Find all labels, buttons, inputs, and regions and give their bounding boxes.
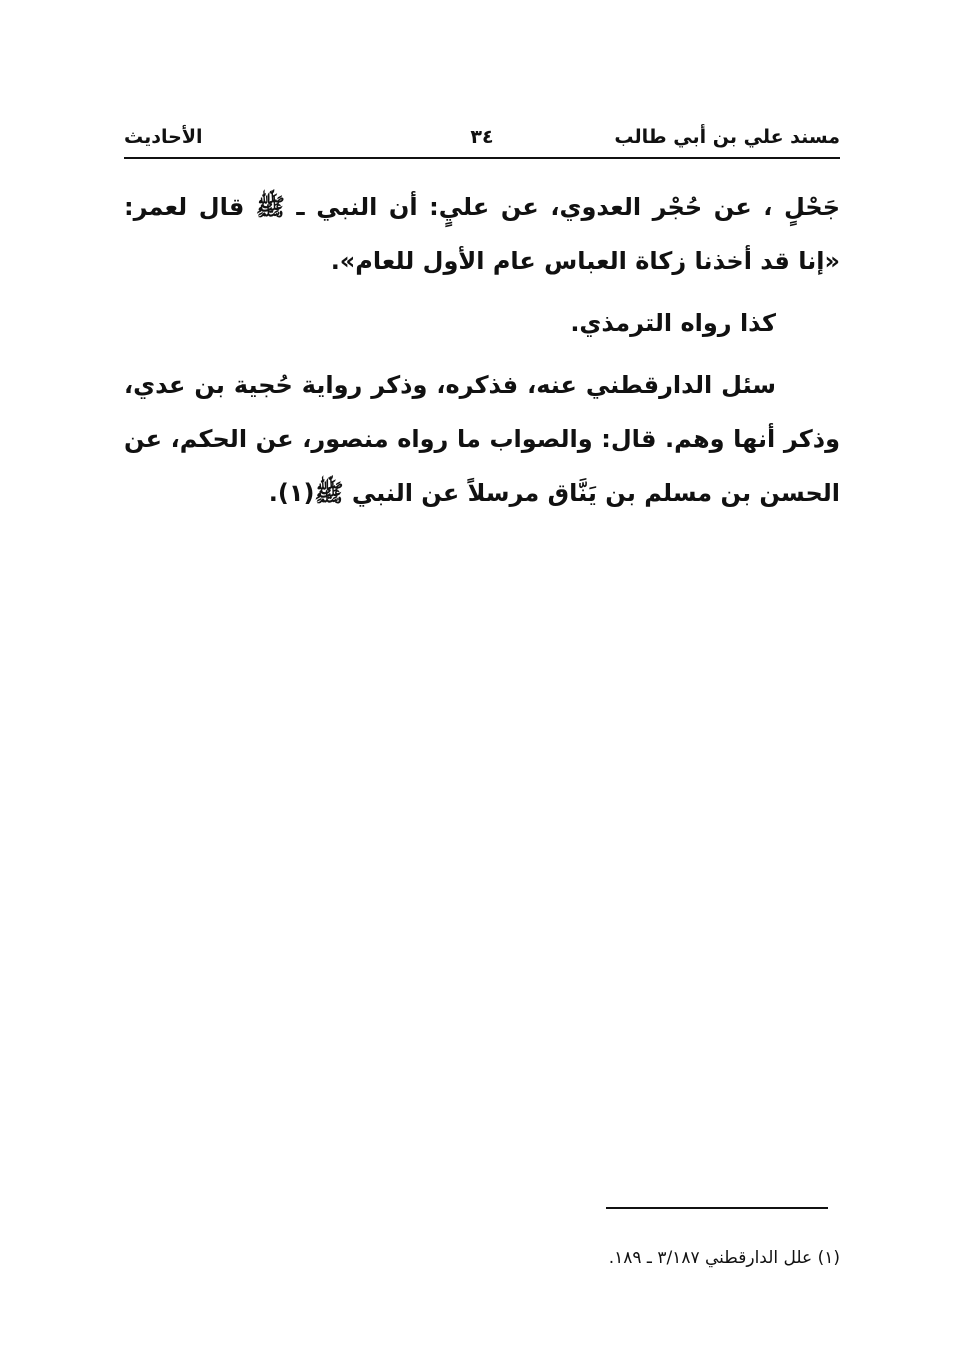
paragraph-1: جَحْلٍ ، عن حُجْر العدوي، عن عليٍ: أن النبي ـ ﷺ قال لعمر: «إنا قد أخذنا زكاة العباس عام الأول للعام». xyxy=(124,193,840,275)
paragraph-2: كذا رواه الترمذي. xyxy=(570,309,776,337)
footnote-divider xyxy=(606,1207,828,1209)
book-title: مسند علي بن أبي طالب xyxy=(614,126,840,148)
footnote: (١) علل الدارقطني ٣/١٨٧ ـ ١٨٩. xyxy=(608,1248,840,1268)
running-header xyxy=(124,124,840,154)
main-text xyxy=(124,180,840,520)
paragraph-3: سئل الدارقطني عنه، فذكره، وذكر رواية حُجية بن عدي، وذكر أنها وهم. قال: والصواب ما رواه منصور، عن الحكم، عن الحسن بن مسلم بن يَنَّاق مرسلاً عن النبي ﷺ(١). xyxy=(124,371,840,507)
section-title: الأحاديث xyxy=(124,126,203,148)
page-number: ٣٤ xyxy=(470,126,494,148)
header-divider xyxy=(124,157,840,159)
